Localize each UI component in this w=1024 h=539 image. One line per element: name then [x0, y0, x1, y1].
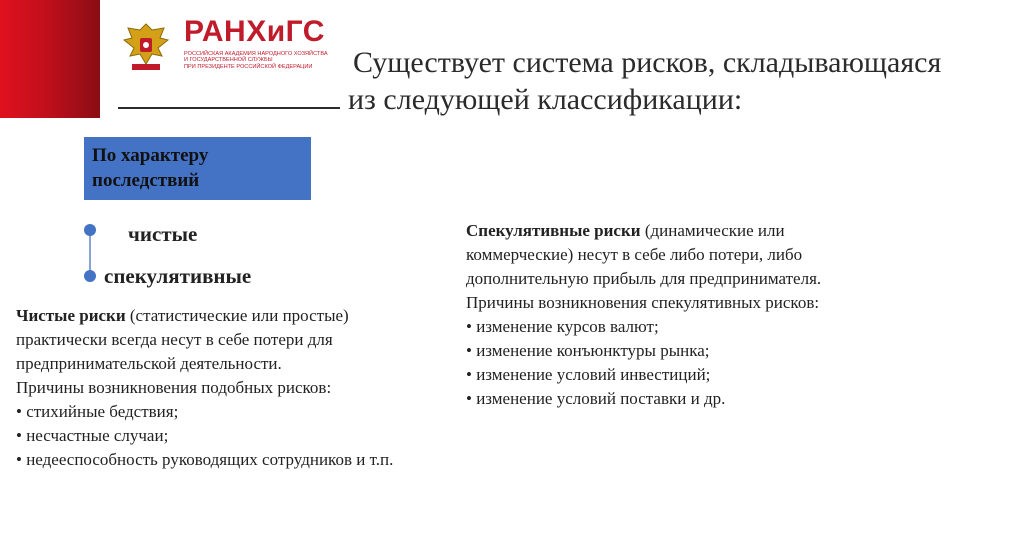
- text-line: Причины возникновения спекулятивных рисков:: [466, 293, 820, 312]
- pure-risks-description: [16, 304, 486, 472]
- option-pure: чистые: [128, 222, 198, 246]
- category-line-1: По характеру: [92, 145, 209, 166]
- list-item: • изменение условий поставки и др.: [466, 389, 726, 408]
- text-line: дополнительную прибыль для предпринимателя.: [466, 269, 822, 288]
- slide-title: [118, 44, 1008, 118]
- text-line: практически всегда несут в себе потери для: [16, 330, 333, 349]
- speculative-risks-term: Спекулятивные риски: [466, 221, 641, 240]
- text-line: предпринимательской деятельности.: [16, 354, 282, 373]
- slide-title-line-1: Существует система рисков, складывающаяся: [353, 46, 942, 79]
- fill-in-blank-line: [118, 107, 340, 109]
- list-item: • недееспособность руководящих сотрудников и т.п.: [16, 450, 394, 469]
- text-line: коммерческие) несут в себе либо потери, либо: [466, 245, 803, 264]
- logo-subtitle-line: РОССИЙСКАЯ АКАДЕМИЯ НАРОДНОГО ХОЗЯЙСТВА: [184, 51, 328, 57]
- bullet-dot-pure: [84, 224, 96, 236]
- list-item: • изменение конъюнктуры рынка;: [466, 341, 710, 360]
- pure-risks-first-line: [16, 304, 486, 328]
- logo-title: РАНХиГС: [184, 15, 325, 48]
- list-item: • несчастные случаи;: [16, 426, 169, 445]
- brand-color-bar: [0, 0, 100, 118]
- logo-subtitle-line: И ГОСУДАРСТВЕННОЙ СЛУЖБЫ: [184, 57, 273, 64]
- logo-subtitle-line: ПРИ ПРЕЗИДЕНТЕ РОССИЙСКОЙ ФЕДЕРАЦИИ: [184, 63, 313, 70]
- option-speculative: спекулятивные: [104, 264, 252, 288]
- text-line: Причины возникновения подобных рисков:: [16, 378, 332, 397]
- speculative-risks-first-line: [466, 219, 936, 243]
- speculative-risks-definition: (динамические или: [640, 221, 785, 240]
- connector-line: [89, 230, 91, 275]
- classification-category-box: [84, 137, 311, 200]
- pure-risks-definition: (статистические или простые): [125, 306, 349, 325]
- category-line-2: последствий: [92, 170, 200, 191]
- list-item: • изменение курсов валют;: [466, 317, 659, 336]
- slide-title-line-2: [118, 81, 1008, 118]
- slide-title-line-2-text: из следующей классификации:: [348, 83, 743, 116]
- list-item: • изменение условий инвестиций;: [466, 365, 711, 384]
- speculative-risks-description: [466, 219, 936, 411]
- pure-risks-term: Чистые риски: [16, 306, 126, 325]
- list-item: • стихийные бедствия;: [16, 402, 179, 421]
- bullet-dot-speculative: [84, 270, 96, 282]
